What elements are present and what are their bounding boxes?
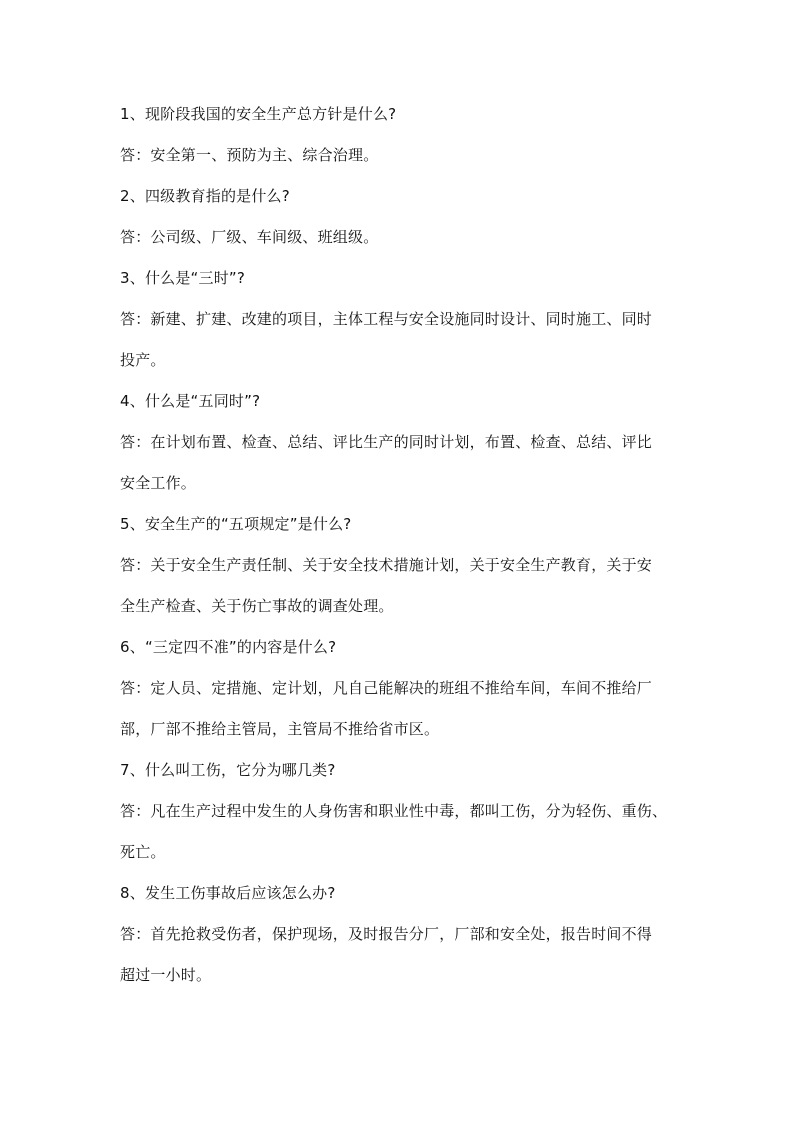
question-1: 1、现阶段我国的安全生产总方针是什么?: [120, 105, 397, 123]
answer-5-line-1: 答：关于安全生产责任制、关于安全技术措施计划，关于安全生产教育，关于安: [120, 556, 653, 574]
document-body: [120, 104, 680, 1006]
answer-4-line-1: 答：在计划布置、检查、总结、评比生产的同时计划，布置、检查、总结、评比: [120, 433, 653, 451]
answer-4-line-2: 安全工作。: [120, 474, 197, 492]
answer-7-line-2: 死亡。: [120, 843, 166, 861]
answer-7-line-1: 答：凡在生产过程中发生的人身伤害和职业性中毒，都叫工伤，分为轻伤、重伤、: [120, 802, 668, 820]
answer-8-line-1: 答：首先抢救受伤者，保护现场，及时报告分厂，厂部和安全处，报告时间不得: [120, 925, 653, 943]
answer-6-line-1: 答：定人员、定措施、定计划，凡自己能解决的班组不推给车间，车间不推给厂: [120, 679, 653, 697]
question-2: 2、四级教育指的是什么?: [120, 187, 290, 205]
answer-6-line-2: 部，厂部不推给主管局，主管局不推给省市区。: [120, 720, 440, 738]
answer-2: 答：公司级、厂级、车间级、班组级。: [120, 228, 379, 246]
question-3: 3、什么是“三时”?: [120, 269, 246, 287]
question-5: 5、安全生产的“五项规定”是什么?: [120, 515, 352, 533]
answer-3-line-1: 答：新建、扩建、改建的项目，主体工程与安全设施同时设计、同时施工、同时: [120, 310, 653, 328]
answer-8-line-2: 超过一小时。: [120, 966, 212, 984]
question-8: 8、发生工伤事故后应该怎么办?: [120, 884, 336, 902]
question-4: 4、什么是“五同时”?: [120, 392, 261, 410]
answer-1: 答：安全第一、预防为主、综合治理。: [120, 146, 379, 164]
answer-5-line-2: 全生产检查、关于伤亡事故的调查处理。: [120, 597, 394, 615]
question-7: 7、什么叫工伤，它分为哪几类?: [120, 761, 336, 779]
answer-3-line-2: 投产。: [120, 351, 166, 369]
question-6: 6、“三定四不准”的内容是什么?: [120, 638, 337, 656]
